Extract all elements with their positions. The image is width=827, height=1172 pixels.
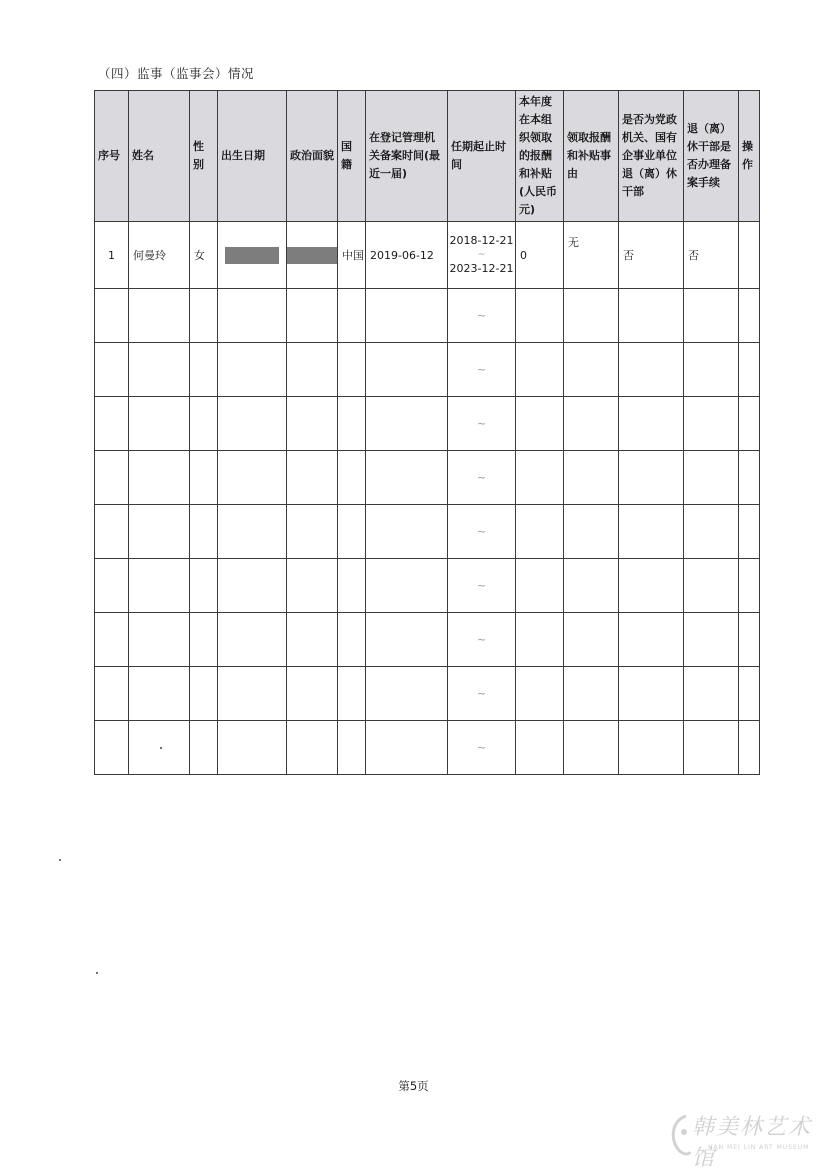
- row-political-status: [287, 613, 338, 667]
- header-term: 任期起止时间: [448, 91, 516, 222]
- row-name: [129, 667, 190, 721]
- row-nationality: [338, 559, 366, 613]
- header-gender: 性别: [190, 91, 218, 222]
- page-number: 第5页: [398, 1079, 429, 1093]
- row-term: ~: [448, 343, 516, 397]
- row-action[interactable]: [739, 559, 760, 613]
- row-political-status: [287, 289, 338, 343]
- row-filing-date: [366, 451, 448, 505]
- row-name: 何曼玲: [129, 222, 190, 289]
- row-reason: [564, 667, 619, 721]
- row-filed: [684, 397, 739, 451]
- row-gender: [190, 721, 218, 775]
- row-action[interactable]: [739, 289, 760, 343]
- row-index: [95, 667, 129, 721]
- row-action[interactable]: [739, 721, 760, 775]
- row-filed: [684, 343, 739, 397]
- table-row-empty: [95, 667, 760, 721]
- row-retired-cadre: [619, 559, 684, 613]
- row-term: ~: [448, 289, 516, 343]
- row-remuneration: 0: [516, 222, 564, 289]
- row-nationality: 中国: [338, 222, 366, 289]
- row-action[interactable]: [739, 397, 760, 451]
- row-nationality: [338, 343, 366, 397]
- row-retired-cadre: [619, 397, 684, 451]
- row-term: ~: [448, 667, 516, 721]
- row-filing-date: [366, 613, 448, 667]
- row-political-status: [287, 559, 338, 613]
- row-filed: 否: [684, 222, 739, 289]
- row-action[interactable]: [739, 667, 760, 721]
- row-retired-cadre: [619, 343, 684, 397]
- row-filed: [684, 505, 739, 559]
- row-retired-cadre: 否: [619, 222, 684, 289]
- row-filed: [684, 721, 739, 775]
- row-index: [95, 451, 129, 505]
- row-remuneration: [516, 289, 564, 343]
- row-filing-date: 2019-06-12: [366, 222, 448, 289]
- row-remuneration: [516, 343, 564, 397]
- table-row-empty: [95, 451, 760, 505]
- row-filed: [684, 667, 739, 721]
- row-remuneration: [516, 667, 564, 721]
- row-reason: [564, 613, 619, 667]
- row-index: [95, 289, 129, 343]
- section-title: （四）监事（监事会）情况: [98, 66, 255, 81]
- watermark-logo-icon: [668, 1112, 694, 1160]
- row-birth-date: [218, 613, 287, 667]
- row-gender: [190, 451, 218, 505]
- row-political-status: [287, 505, 338, 559]
- row-gender: [190, 289, 218, 343]
- redaction-block: [287, 247, 338, 264]
- table-row: [95, 222, 760, 289]
- row-filing-date: [366, 721, 448, 775]
- row-reason: [564, 289, 619, 343]
- row-name: [129, 451, 190, 505]
- row-name: [129, 505, 190, 559]
- row-remuneration: [516, 397, 564, 451]
- row-reason: [564, 505, 619, 559]
- row-filing-date: [366, 397, 448, 451]
- table-header-row: [95, 91, 760, 222]
- row-name: [129, 343, 190, 397]
- row-action[interactable]: [739, 343, 760, 397]
- header-filing-date: 在登记管理机关备案时间(最近一届): [366, 91, 448, 222]
- header-retired-cadre: 是否为党政机关、国有企事业单位退（离）休干部: [619, 91, 684, 222]
- row-action[interactable]: [739, 451, 760, 505]
- row-birth-date: [218, 397, 287, 451]
- header-birth-date: 出生日期: [218, 91, 287, 222]
- row-index: [95, 343, 129, 397]
- row-birth-date: [218, 505, 287, 559]
- row-term: ~: [448, 397, 516, 451]
- term-separator: ~: [477, 250, 486, 260]
- row-term: ~: [448, 613, 516, 667]
- row-reason: 无: [564, 222, 619, 289]
- watermark-chinese: 韩美林艺术馆: [692, 1115, 813, 1171]
- row-remuneration: [516, 721, 564, 775]
- row-political-status: [287, 451, 338, 505]
- table-row-empty: [95, 721, 760, 775]
- row-name: [129, 397, 190, 451]
- row-filing-date: [366, 505, 448, 559]
- term-end: 2023-12-21: [449, 262, 514, 275]
- row-birth-date: [218, 222, 287, 289]
- header-filed: 退（离）休干部是否办理备案手续: [684, 91, 739, 222]
- row-remuneration: [516, 613, 564, 667]
- row-political-status: [287, 222, 338, 289]
- table-row-empty: [95, 613, 760, 667]
- row-filed: [684, 289, 739, 343]
- row-retired-cadre: [619, 505, 684, 559]
- row-term: ~: [448, 505, 516, 559]
- row-birth-date: [218, 451, 287, 505]
- row-gender: [190, 613, 218, 667]
- row-name: [129, 613, 190, 667]
- row-nationality: [338, 667, 366, 721]
- row-index: [95, 613, 129, 667]
- header-nationality: 国籍: [338, 91, 366, 222]
- row-filed: [684, 559, 739, 613]
- header-name: 姓名: [129, 91, 190, 222]
- row-index: [95, 397, 129, 451]
- row-retired-cadre: [619, 289, 684, 343]
- row-gender: [190, 397, 218, 451]
- row-gender: [190, 559, 218, 613]
- museum-watermark: [668, 1108, 818, 1171]
- table-row-empty: [95, 343, 760, 397]
- redaction-block: [225, 247, 279, 264]
- row-term: ~: [448, 559, 516, 613]
- row-retired-cadre: [619, 667, 684, 721]
- row-filing-date: [366, 559, 448, 613]
- row-birth-date: [218, 559, 287, 613]
- row-index: 1: [95, 222, 129, 289]
- table-row-empty: [95, 559, 760, 613]
- row-term: ~: [448, 721, 516, 775]
- row-retired-cadre: [619, 451, 684, 505]
- row-name: [129, 289, 190, 343]
- row-reason: [564, 721, 619, 775]
- row-remuneration: [516, 505, 564, 559]
- row-retired-cadre: [619, 613, 684, 667]
- row-remuneration: [516, 559, 564, 613]
- row-reason: [564, 451, 619, 505]
- row-birth-date: [218, 343, 287, 397]
- row-birth-date: [218, 289, 287, 343]
- row-nationality: [338, 613, 366, 667]
- header-action: 操作: [739, 91, 760, 222]
- row-index: [95, 505, 129, 559]
- row-political-status: [287, 667, 338, 721]
- header-political-status: 政治面貌: [287, 91, 338, 222]
- scan-speck: [59, 859, 61, 861]
- row-gender: [190, 343, 218, 397]
- row-gender: 女: [190, 222, 218, 289]
- row-filed: [684, 451, 739, 505]
- row-filing-date: [366, 343, 448, 397]
- scan-speck: [160, 747, 162, 749]
- row-action[interactable]: [739, 613, 760, 667]
- row-filed: [684, 613, 739, 667]
- term-start: 2018-12-21: [449, 234, 514, 247]
- header-index: 序号: [95, 91, 129, 222]
- header-remuneration: 本年度在本组织领取的报酬和补贴(人民币元): [516, 91, 564, 222]
- row-gender: [190, 667, 218, 721]
- row-birth-date: [218, 721, 287, 775]
- table-row-empty: [95, 397, 760, 451]
- row-name: [129, 559, 190, 613]
- row-nationality: [338, 721, 366, 775]
- row-index: [95, 559, 129, 613]
- row-reason: [564, 343, 619, 397]
- scan-speck: [96, 972, 98, 974]
- row-nationality: [338, 397, 366, 451]
- row-gender: [190, 505, 218, 559]
- row-nationality: [338, 451, 366, 505]
- row-political-status: [287, 721, 338, 775]
- row-name: [129, 721, 190, 775]
- row-retired-cadre: [619, 721, 684, 775]
- row-reason: [564, 559, 619, 613]
- row-political-status: [287, 397, 338, 451]
- row-filing-date: [366, 667, 448, 721]
- supervisors-table: [94, 90, 760, 775]
- row-filing-date: [366, 289, 448, 343]
- row-nationality: [338, 505, 366, 559]
- row-reason: [564, 397, 619, 451]
- row-birth-date: [218, 667, 287, 721]
- table-row-empty: [95, 289, 760, 343]
- row-remuneration: [516, 451, 564, 505]
- watermark-english: HAN MEI LIN ART MUSEUM: [708, 1144, 810, 1151]
- row-political-status: [287, 343, 338, 397]
- row-action[interactable]: [739, 222, 760, 289]
- header-reason: 领取报酬和补贴事由: [564, 91, 619, 222]
- row-term: ~: [448, 451, 516, 505]
- table-row-empty: [95, 505, 760, 559]
- row-term: [448, 222, 516, 289]
- row-action[interactable]: [739, 505, 760, 559]
- row-index: [95, 721, 129, 775]
- row-nationality: [338, 289, 366, 343]
